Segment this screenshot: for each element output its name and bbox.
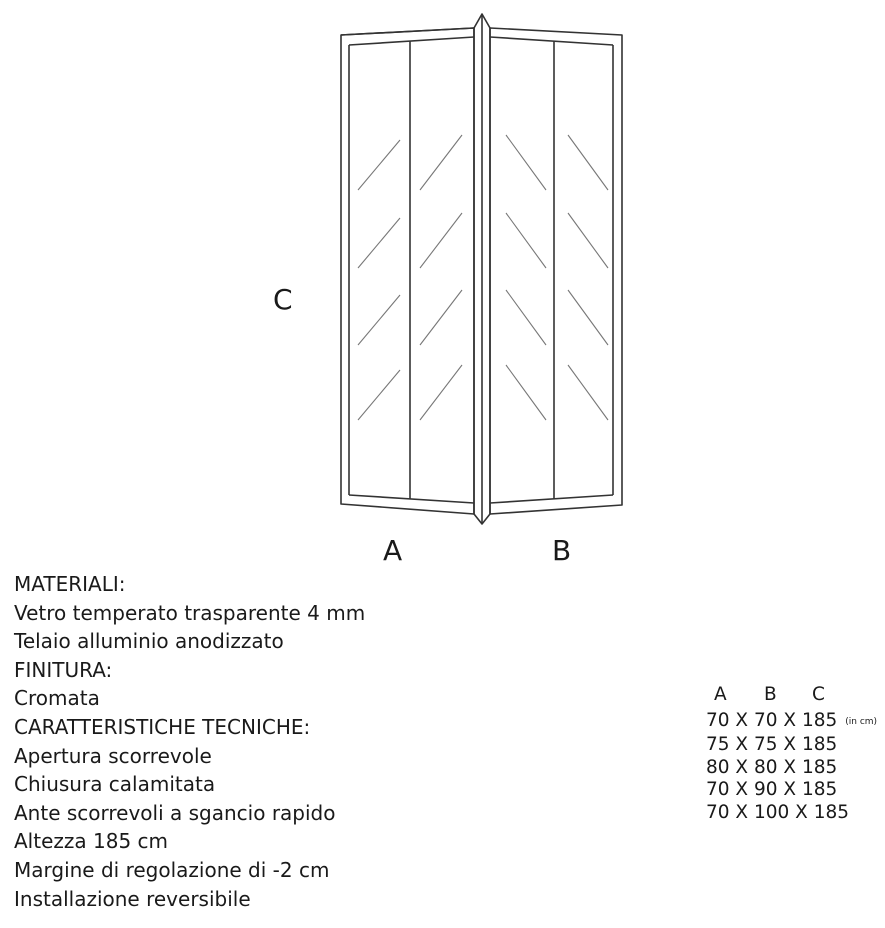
size-header-a: A	[714, 684, 727, 705]
spec-list	[14, 570, 365, 913]
spec-line: Ante scorrevoli a sgancio rapido	[14, 800, 336, 825]
spec-line: Installazione reversibile	[14, 886, 251, 911]
size-header-c: C	[812, 684, 825, 705]
size-row: 70 X 70 X 185 (in cm)	[706, 710, 878, 731]
dimension-label-b: B	[552, 534, 572, 567]
size-table	[706, 684, 877, 825]
glass-reflections	[358, 135, 608, 420]
left-panel-frame	[341, 28, 474, 514]
size-row: 75 X 75 X 185	[706, 733, 838, 755]
spec-line: Apertura scorrevole	[14, 743, 212, 768]
size-row: 70 X 100 X 185	[706, 802, 850, 824]
spec-line: Vetro temperato trasparente 4 mm	[14, 600, 366, 625]
right-panel-frame	[490, 28, 622, 514]
features-heading: CARATTERISTICHE TECNICHE:	[14, 714, 311, 739]
materials-heading: MATERIALI:	[14, 572, 126, 596]
size-table-header	[706, 684, 877, 710]
size-row: 70 X 90 X 185	[706, 779, 838, 801]
spec-line: Altezza 185 cm	[14, 829, 169, 854]
spec-line: Telaio alluminio anodizzato	[14, 629, 284, 654]
dimension-label-a: A	[383, 534, 403, 567]
spec-line: Margine di regolazione di -2 cm	[14, 857, 330, 882]
size-row: 80 X 80 X 185	[706, 756, 838, 778]
size-header-b: B	[764, 684, 777, 705]
dimension-label-c: C	[273, 283, 293, 316]
unit-note: (in cm)	[845, 717, 878, 727]
finish-heading: FINITURA:	[14, 657, 113, 682]
spec-line: Cromata	[14, 686, 100, 711]
spec-line: Chiusura calamitata	[14, 772, 216, 797]
